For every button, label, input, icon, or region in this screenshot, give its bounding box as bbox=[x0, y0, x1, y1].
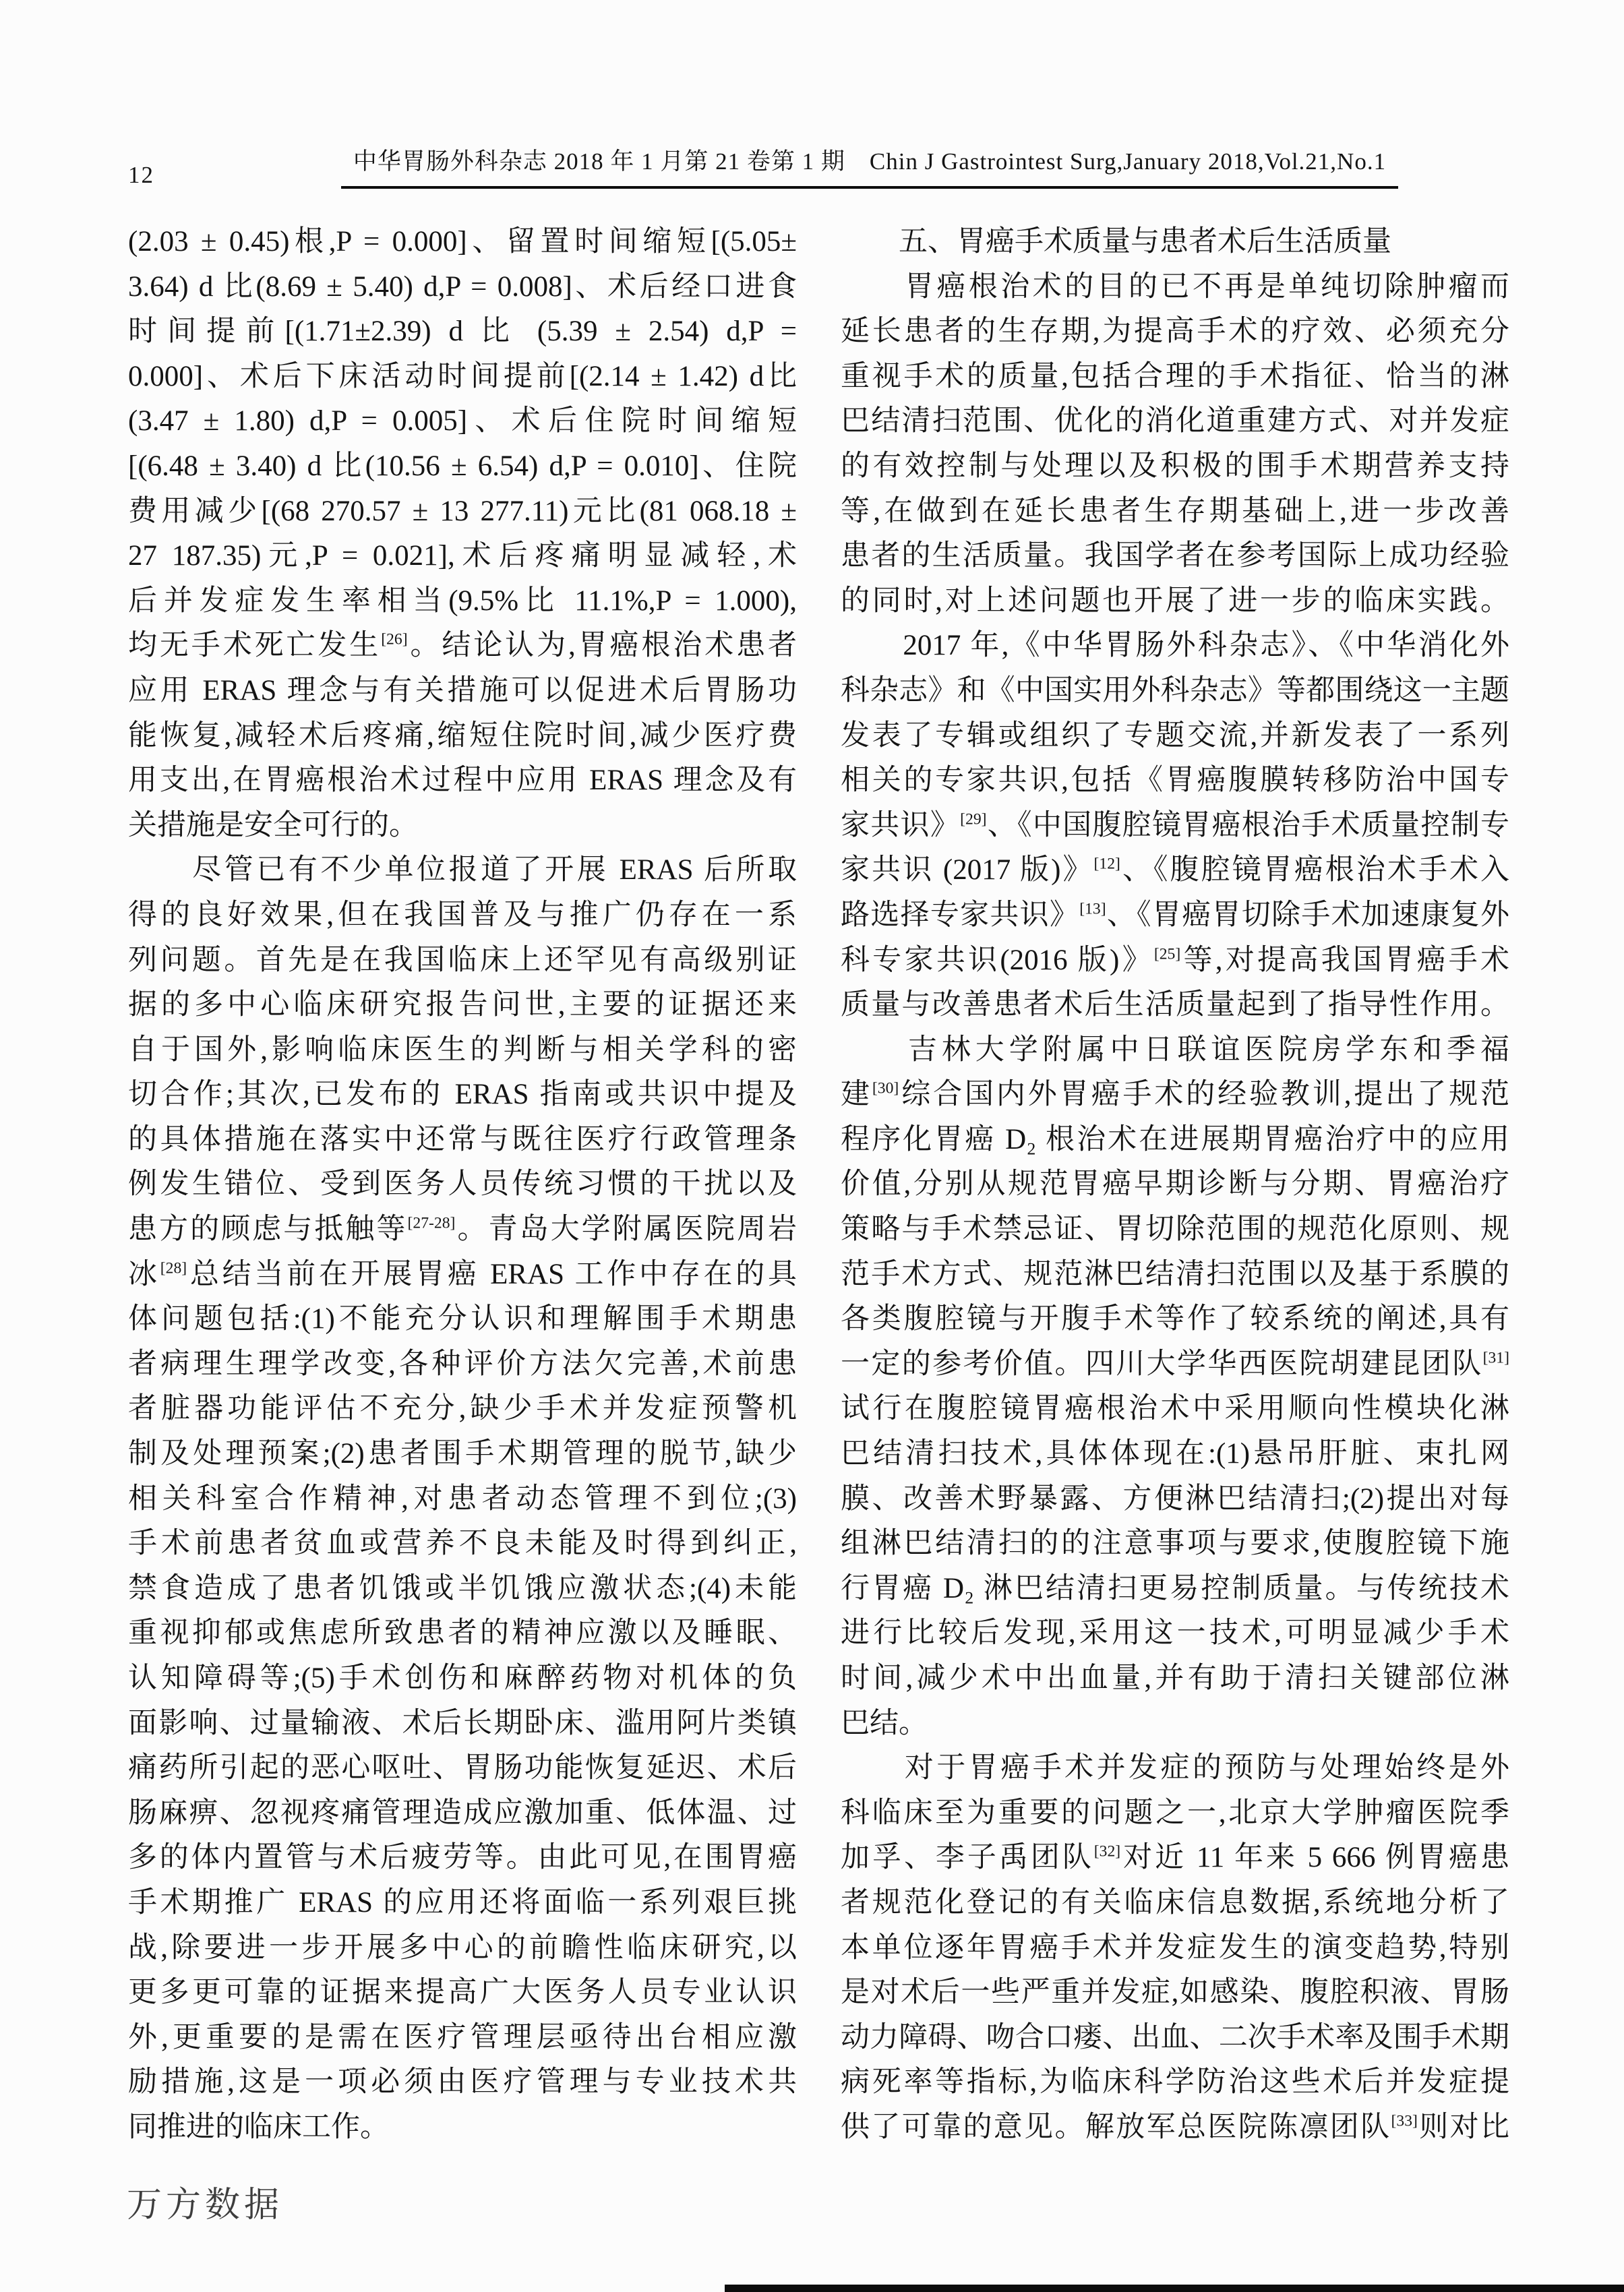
text-line: 巴结。 bbox=[841, 1707, 928, 1739]
text-line: 的同时,对上述问题也开展了进一步的临床实践。 bbox=[841, 584, 1509, 617]
citation-superscript: [31] bbox=[1482, 1349, 1509, 1367]
text-line: 供了可靠的意见。解放军总医院陈凛团队[33]则对比 bbox=[841, 2111, 1509, 2143]
text-line: 组淋巴结清扫的的注意事项与要求,使腹腔镜下施 bbox=[841, 1528, 1509, 1560]
text-line: 科专家共识(2016 版)》[25]等,对提高我国胃癌手术 bbox=[841, 944, 1509, 976]
text-line: 同推进的临床工作。 bbox=[128, 2111, 389, 2143]
text-line: 战,除要进一步开展多中心的前瞻性临床研究,以 bbox=[128, 1931, 797, 1964]
text-line: 建[30]综合国内外胃癌手术的经验教训,提出了规范 bbox=[841, 1079, 1509, 1111]
text-line: 切合作;其次,已发布的 ERAS 指南或共识中提及 bbox=[128, 1079, 797, 1111]
text-line: 动力障碍、吻合口瘘、出血、二次手术率及围手术期 bbox=[841, 2021, 1509, 2053]
text-line: 费用减少[(68 270.57 ± 13 277.11)元比(81 068.18 ± bbox=[128, 495, 797, 527]
text-line: (3.47 ± 1.80) d,P = 0.005]、术后住院时间缩短 bbox=[128, 405, 797, 438]
citation-superscript: [26] bbox=[381, 631, 408, 649]
text-line: 制及处理预案;(2)患者围手术期管理的脱节,缺少 bbox=[128, 1438, 797, 1470]
text-line: 时间,减少术中出血量,并有助于清扫关键部位淋 bbox=[841, 1662, 1509, 1694]
text-line: 巴结清扫技术,具体体现在:(1)悬吊肝脏、束扎网 bbox=[841, 1438, 1509, 1470]
citation-superscript: [27-28] bbox=[407, 1214, 456, 1232]
text-line: 能恢复,减轻术后疼痛,缩短住院时间,减少医疗费 bbox=[128, 719, 797, 752]
text-line: 者脏器功能评估不充分,缺少手术并发症预警机 bbox=[128, 1393, 797, 1425]
text-line: 是对术后一些严重并发症,如感染、腹腔积液、胃肠 bbox=[841, 1977, 1509, 2009]
text-line: 27 187.35)元,P = 0.021],术后疼痛明显减轻,术 bbox=[128, 540, 797, 572]
text-line: 路选择专家共识》[13]、《胃癌胃切除手术加速康复外 bbox=[841, 899, 1509, 931]
text-line: 更多更可靠的证据来提高广大医务人员专业认识 bbox=[128, 1977, 797, 2009]
text-line: 重视抑郁或焦虑所致患者的精神应激以及睡眠、 bbox=[128, 1617, 797, 1650]
text-line: 发表了专辑或组织了专题交流,并新发表了一系列 bbox=[841, 719, 1509, 752]
column-right bbox=[841, 220, 1509, 2150]
citation-superscript: [32] bbox=[1093, 1843, 1121, 1861]
text-line: 胃癌根治术的目的已不再是单纯切除肿瘤而 bbox=[841, 270, 1509, 303]
text-line: 应用 ERAS 理念与有关措施可以促进术后胃肠功 bbox=[128, 674, 797, 706]
text-line: 试行在腹腔镜胃癌根治术中采用顺向性模块化淋 bbox=[841, 1393, 1509, 1425]
running-head bbox=[128, 143, 1544, 189]
scan-artifact-bar bbox=[725, 2285, 1624, 2292]
journal-header: 中华胃肠外科杂志 2018 年 1 月第 21 卷第 1 期 Chin J Gastrointest Surg,January 2018,Vol.21,No.1 bbox=[341, 143, 1398, 189]
text-line: 列问题。首先是在我国临床上还罕见有高级别证 bbox=[128, 944, 797, 976]
text-line: 各类腹腔镜与开腹手术等作了较系统的阐述,具有 bbox=[841, 1303, 1509, 1335]
text-line: 的具体措施在落实中还常与既往医疗行政管理条 bbox=[128, 1123, 797, 1155]
text-line: 病死率等指标,为临床科学防治这些术后并发症提 bbox=[841, 2066, 1509, 2099]
text-line: 均无手术死亡发生[26]。结论认为,胃癌根治术患者 bbox=[128, 630, 797, 662]
text-line: 多的体内置管与术后疲劳等。由此可见,在围胃癌 bbox=[128, 1842, 797, 1874]
text-line: 手术前患者贫血或营养不良未能及时得到纠正, bbox=[128, 1528, 797, 1560]
column-left bbox=[128, 220, 797, 2150]
text-line: 2017 年,《中华胃肠外科杂志》、《中华消化外 bbox=[841, 630, 1509, 662]
text-line: 的有效控制与处理以及积极的围手术期营养支持 bbox=[841, 450, 1509, 482]
text-line: 加孚、李子禹团队[32]对近 11 年来 5 666 例胃癌患 bbox=[841, 1842, 1509, 1874]
text-line: 0.000]、术后下床活动时间提前[(2.14 ± 1.42) d比 bbox=[128, 360, 797, 392]
text-line: 对于胃癌手术并发症的预防与处理始终是外 bbox=[841, 1752, 1509, 1784]
page-number: 12 bbox=[128, 162, 154, 188]
text-line: 等,在做到在延长患者生存期基础上,进一步改善 bbox=[841, 495, 1509, 527]
text-line: 例发生错位、受到医务人员传统习惯的干扰以及 bbox=[128, 1168, 797, 1201]
text-line: 励措施,这是一项必须由医疗管理与专业技术共 bbox=[128, 2066, 797, 2099]
text-line: 冰[28]总结当前在开展胃癌 ERAS 工作中存在的具 bbox=[128, 1258, 797, 1290]
text-line: 家共识 (2017 版)》[12]、《腹腔镜胃癌根治术手术入 bbox=[841, 854, 1509, 886]
text-line: 得的良好效果,但在我国普及与推广仍存在一系 bbox=[128, 899, 797, 931]
text-line: 关措施是安全可行的。 bbox=[128, 809, 418, 841]
text-line: (2.03 ± 0.45)根,P = 0.000]、留置时间缩短[(5.05± bbox=[128, 226, 797, 258]
text-line: 相关科室合作精神,对患者动态管理不到位;(3) bbox=[128, 1482, 797, 1515]
text-line: 价值,分别从规范胃癌早期诊断与分期、胃癌治疗 bbox=[841, 1168, 1509, 1201]
text-line: 用支出,在胃癌根治术过程中应用 ERAS 理念及有 bbox=[128, 764, 797, 797]
text-line: 3.64) d 比(8.69 ± 5.40) d,P = 0.008]、术后经口进食 bbox=[128, 270, 797, 303]
text-line: 本单位逐年胃癌手术并发症发生的演变趋势,特别 bbox=[841, 1931, 1509, 1964]
text-line: 相关的专家共识,包括《胃癌腹膜转移防治中国专 bbox=[841, 764, 1509, 797]
text-line: 认知障碍等;(5)手术创伤和麻醉药物对机体的负 bbox=[128, 1662, 797, 1694]
text-line: 面影响、过量输液、术后长期卧床、滥用阿片类镇 bbox=[128, 1707, 797, 1739]
text-line: 自于国外,影响临床医生的判断与相关学科的密 bbox=[128, 1033, 797, 1066]
text-line: 外,更重要的是需在医疗管理层亟待出台相应激 bbox=[128, 2021, 797, 2053]
text-line: 行胃癌 D₂ 淋巴结清扫更易控制质量。与传统技术 bbox=[841, 1572, 1509, 1604]
wanfang-watermark: 万方数据 bbox=[127, 2185, 284, 2225]
text-line: 巴结清扫范围、优化的消化道重建方式、对并发症 bbox=[841, 405, 1509, 438]
text-line: 手术期推广 ERAS 的应用还将面临一系列艰巨挑 bbox=[128, 1886, 797, 1919]
text-line: 患者的生活质量。我国学者在参考国际上成功经验 bbox=[841, 540, 1509, 572]
text-line: 范手术方式、规范淋巴结清扫范围以及基于系膜的 bbox=[841, 1258, 1509, 1290]
text-line: 重视手术的质量,包括合理的手术指征、恰当的淋 bbox=[841, 360, 1509, 392]
text-line: 家共识》[29]、《中国腹腔镜胃癌根治手术质量控制专 bbox=[841, 809, 1509, 841]
text-line: 延长患者的生存期,为提高手术的疗效、必须充分 bbox=[841, 315, 1509, 348]
text-line: 科杂志》和《中国实用外科杂志》等都围绕这一主题 bbox=[841, 674, 1509, 706]
text-line: 者病理生理学改变,各种评价方法欠完善,术前患 bbox=[128, 1348, 797, 1380]
text-line: 吉林大学附属中日联谊医院房学东和季福 bbox=[841, 1033, 1509, 1066]
text-line: 时间提前[(1.71±2.39) d 比 (5.39 ± 2.54) d,P = bbox=[128, 315, 797, 348]
text-line: 据的多中心临床研究报告问世,主要的证据还来 bbox=[128, 989, 797, 1021]
citation-superscript: [28] bbox=[160, 1259, 187, 1277]
citation-superscript: [29] bbox=[960, 810, 987, 828]
text-line: 痛药所引起的恶心呕吐、胃肠功能恢复延迟、术后 bbox=[128, 1752, 797, 1784]
citation-superscript: [30] bbox=[872, 1079, 899, 1097]
text-line: 禁食造成了患者饥饿或半饥饿应激状态;(4)未能 bbox=[128, 1572, 797, 1604]
citation-superscript: [25] bbox=[1153, 945, 1181, 963]
text-line: 进行比较后发现,采用这一技术,可明显减少手术 bbox=[841, 1617, 1509, 1650]
text-line: 尽管已有不少单位报道了开展 ERAS 后所取 bbox=[128, 854, 797, 886]
text-line: 后并发症发生率相当(9.5%比 11.1%,P = 1.000), bbox=[128, 584, 797, 617]
text-line: 患方的顾虑与抵触等[27-28]。青岛大学附属医院周岩 bbox=[128, 1213, 797, 1246]
text-line: 膜、改善术野暴露、方便淋巴结清扫;(2)提出对每 bbox=[841, 1482, 1509, 1515]
citation-superscript: [33] bbox=[1391, 2112, 1418, 2130]
text-line: 科临床至为重要的问题之一,北京大学肿瘤医院季 bbox=[841, 1797, 1509, 1829]
citation-superscript: [13] bbox=[1079, 900, 1106, 918]
text-line: 程序化胃癌 D₂ 根治术在进展期胃癌治疗中的应用 bbox=[841, 1123, 1509, 1155]
text-line: 肠麻痹、忽视疼痛管理造成应激加重、低体温、过 bbox=[128, 1797, 797, 1829]
text-line: 体问题包括:(1)不能充分认识和理解围手术期患 bbox=[128, 1303, 797, 1335]
citation-superscript: [12] bbox=[1093, 855, 1120, 873]
text-line: 质量与改善患者术后生活质量起到了指导性作用。 bbox=[841, 989, 1509, 1021]
text-line: [(6.48 ± 3.40) d 比(10.56 ± 6.54) d,P = 0.010]、住院 bbox=[128, 450, 797, 482]
text-line: 策略与手术禁忌证、胃切除范围的规范化原则、规 bbox=[841, 1213, 1509, 1246]
text-line: 者规范化登记的有关临床信息数据,系统地分析了 bbox=[841, 1886, 1509, 1919]
text-line: 一定的参考价值。四川大学华西医院胡建昆团队[31] bbox=[841, 1348, 1509, 1380]
text-line: 五、胃癌手术质量与患者术后生活质量 bbox=[841, 226, 1391, 258]
journal-header-wrap bbox=[195, 143, 1544, 189]
